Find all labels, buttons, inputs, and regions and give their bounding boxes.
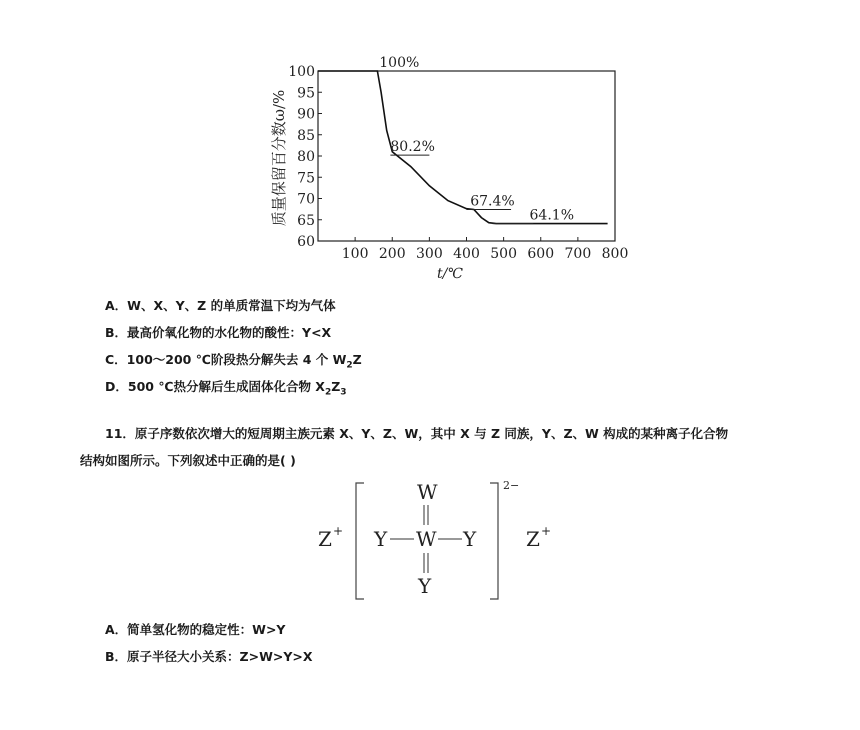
y-tick-label: 65 — [297, 212, 315, 229]
data-series-line — [318, 71, 608, 224]
option-d-text: D．500 ℃热分解后生成固体化合物 X — [105, 379, 325, 394]
y-tick-label: 100 — [288, 64, 315, 80]
y-tick-label: 60 — [297, 234, 315, 250]
x-tick-label: 200 — [378, 246, 406, 262]
x-axis-label: t/℃ — [436, 266, 464, 282]
y-axis-label: 质量保留百分数ω/% — [270, 89, 288, 227]
y-tick-label: 85 — [297, 127, 315, 144]
x-tick-label: 400 — [453, 246, 480, 262]
option-d-sub2: 3 — [340, 387, 347, 398]
option-b-q10: B．最高价氧化物的水化物的酸性：Y<X — [105, 325, 332, 340]
x-tick-label: 700 — [564, 246, 592, 262]
anion-charge: 2− — [503, 479, 520, 492]
option-a-q11: A．简单氢化物的稳定性：W>Y — [105, 622, 286, 637]
question-11-stem-line2: 结构如图所示。下列叙述中正确的是( ) — [80, 453, 296, 468]
atom-top: W — [417, 480, 438, 504]
left-cation: Z — [318, 527, 332, 551]
option-c-text: C．100～200 ℃阶段热分解失去 4 个 W — [105, 352, 347, 367]
x-tick-label: 100 — [341, 246, 369, 262]
option-c-sub: 2 — [346, 360, 353, 371]
atom-left: Y — [374, 527, 388, 551]
annotation-label: 67.4% — [470, 193, 515, 210]
x-tick-label: 800 — [601, 246, 629, 262]
y-tick-label: 95 — [297, 85, 315, 102]
annotation-label: 64.1% — [529, 207, 575, 224]
option-d-q10 — [105, 377, 347, 398]
x-tick-label: 600 — [527, 246, 555, 262]
option-b-q11: B．原子半径大小关系：Z>W>Y>X — [105, 649, 313, 664]
right-cation-charge: + — [541, 524, 552, 538]
annotation-label: 80.2% — [390, 139, 435, 156]
option-d-sub1: 2 — [324, 387, 332, 398]
y-tick-label: 80 — [297, 149, 315, 165]
option-c-tail: Z — [352, 352, 362, 367]
x-tick-label: 500 — [490, 246, 517, 262]
atom-center: W — [416, 527, 437, 551]
left-bracket — [356, 483, 364, 599]
x-tick-label: 300 — [416, 246, 443, 262]
y-tick-label: 70 — [297, 191, 315, 208]
annotation-label: 100% — [379, 55, 420, 71]
right-cation: Z — [526, 527, 540, 551]
question-11-stem-line1: 11．原子序数依次增大的短周期主族元素 X、Y、Z、W，其中 X 与 Z 同族，Y、Z、W 构成的某种离子化合物 — [105, 426, 729, 441]
annotations — [379, 55, 574, 224]
y-ticks — [288, 64, 322, 250]
option-a-q10: A．W、X、Y、Z 的单质常温下均为气体 — [105, 298, 336, 313]
option-d-mid: Z — [331, 379, 341, 394]
atom-bottom: Y — [418, 574, 432, 598]
atom-right: Y — [463, 527, 477, 551]
ionic-structure-diagram — [300, 475, 570, 605]
y-tick-label: 90 — [297, 106, 315, 123]
option-c-q10 — [105, 350, 362, 371]
right-bracket — [490, 483, 498, 599]
y-tick-label: 75 — [297, 170, 315, 187]
left-cation-charge: + — [333, 524, 344, 538]
thermogravimetric-chart — [268, 55, 629, 286]
